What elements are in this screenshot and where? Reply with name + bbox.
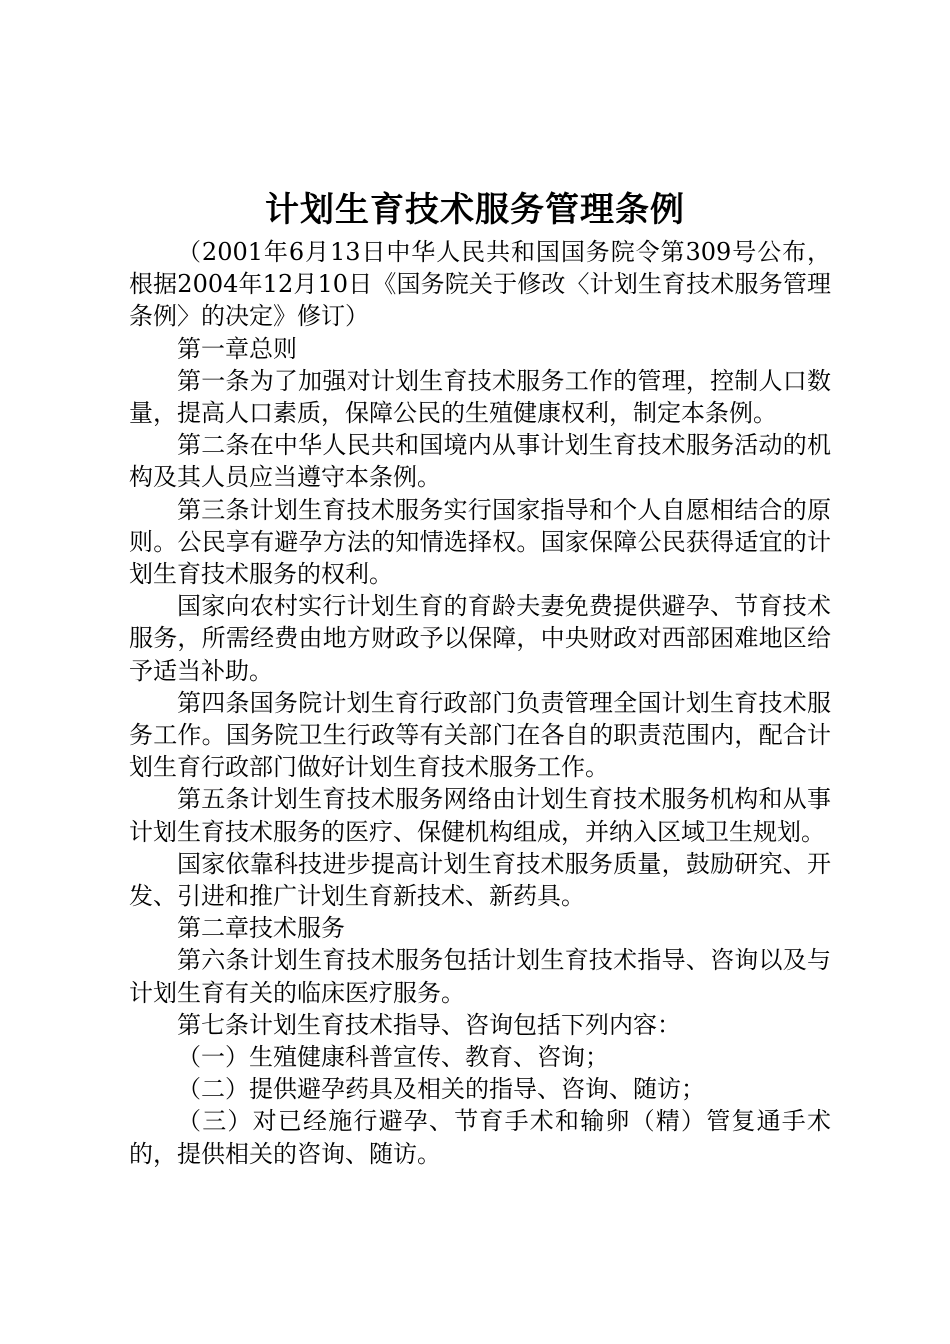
article-paragraph: 第七条计划生育技术指导、咨询包括下列内容： xyxy=(177,1010,681,1039)
preamble-paragraph: （2001年6月13日中华人民共和国国务院令第309号公布，根据2004年12月10日《国务院关于修改〈计划生育技术服务管理条例〉的决定》修订） xyxy=(129,238,831,331)
article-paragraph: 国家向农村实行计划生育的育龄夫妻免费提供避孕、节育技术服务，所需经费由地方财政予以保障，中央财政对西部困难地区给予适当补助。 xyxy=(129,592,831,685)
article-paragraph: 第三条计划生育技术服务实行国家指导和个人自愿相结合的原则。公民享有避孕方法的知情选择权。国家保障公民获得适宜的计划生育技术服务的权利。 xyxy=(129,495,831,589)
article-paragraph: 第六条计划生育技术服务包括计划生育技术指导、咨询以及与计划生育有关的临床医疗服务。 xyxy=(129,946,831,1007)
article-paragraph: 国家依靠科技进步提高计划生育技术服务质量，鼓励研究、开发、引进和推广计划生育新技术、新药具。 xyxy=(129,849,831,911)
chapter-heading: 第二章技术服务 xyxy=(177,914,345,943)
list-item: （二）提供避孕药具及相关的指导、咨询、随访； xyxy=(177,1075,705,1104)
article-paragraph: 第五条计划生育技术服务网络由计划生育技术服务机构和从事计划生育技术服务的医疗、保健机构组成，并纳入区域卫生规划。 xyxy=(129,785,831,846)
chapter-heading: 第一章总则 xyxy=(177,334,297,363)
article-paragraph: 第二条在中华人民共和国境内从事计划生育技术服务活动的机构及其人员应当遵守本条例。 xyxy=(129,431,831,492)
document-body xyxy=(129,236,831,1170)
document-title: 计划生育技术服务管理条例 xyxy=(265,190,685,230)
list-item: （一）生殖健康科普宣传、教育、咨询； xyxy=(177,1043,609,1072)
article-paragraph: 第四条国务院计划生育行政部门负责管理全国计划生育技术服务工作。国务院卫生行政等有关部门在各自的职责范围内，配合计划生育行政部门做好计划生育技术服务工作。 xyxy=(129,688,831,782)
article-paragraph: 第一条为了加强对计划生育技术服务工作的管理，控制人口数量，提高人口素质，保障公民的生殖健康权利，制定本条例。 xyxy=(129,366,831,428)
list-item: （三）对已经施行避孕、节育手术和输卵（精）管复通手术的，提供相关的咨询、随访。 xyxy=(129,1107,831,1168)
